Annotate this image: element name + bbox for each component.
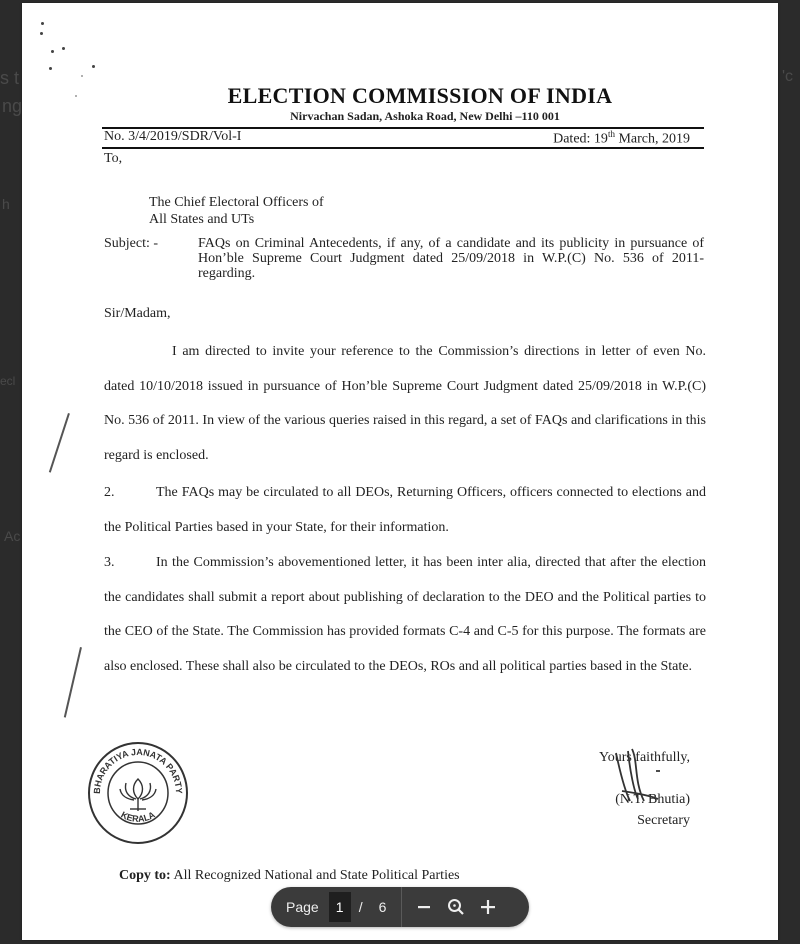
party-seal-stamp: [86, 741, 190, 845]
background-text-fragment: ng: [2, 96, 23, 116]
svg-text:BHARATIYA JANATA PARTY: [92, 747, 184, 794]
scan-speck: [51, 50, 54, 53]
scan-speck: [92, 65, 95, 68]
current-page-input[interactable]: 1: [329, 892, 351, 922]
paragraph-2: 2. The FAQs may be circulated to all DEOs, Returning Officers, officers connected to elections and the Political Parties based in your State, for their information.: [104, 485, 706, 535]
background-text-fragment: 'c: [782, 68, 794, 85]
subject-label: Subject: -: [104, 236, 159, 251]
to-label: To,: [104, 151, 123, 166]
scan-speck: [62, 47, 65, 50]
signoff-text: Yours faithfully,: [598, 750, 690, 765]
magnifier-icon: [447, 898, 465, 916]
header-rule-lower: [102, 147, 704, 149]
zoom-out-button[interactable]: [408, 887, 440, 927]
scan-speck: [40, 32, 43, 35]
copy-to-line: Copy to: All Recognized National and State Political Parties: [119, 868, 460, 883]
handwritten-signature: [608, 741, 668, 811]
addressee-line: All States and UTs: [149, 212, 255, 227]
seal-text-top: BHARATIYA JANATA PARTY: [91, 746, 185, 795]
salutation: Sir/Madam,: [104, 306, 171, 321]
pen-mark: [49, 413, 70, 473]
paragraph-1: I am directed to invite your reference to the Commission’s directions in letter of even No. dated 10/10/2018 issued in pursuance of Hon’ble Supreme Court Judgment dated 25/09/2018 in W.P.(C) No. 536 of 2011. In view of the various queries raised in this regard, a set of FAQs and clarifications in this regard is enclosed.: [104, 344, 706, 463]
pen-mark: [64, 647, 82, 718]
total-pages: 6: [378, 899, 387, 915]
addressee: [149, 194, 324, 228]
subject-block: [104, 236, 704, 281]
signatory-name: (N.T. Bhutia): [615, 792, 690, 807]
page-separator: /: [358, 899, 363, 915]
background-text-fragment: h: [2, 196, 10, 212]
background-text-fragment: ecl: [0, 374, 16, 388]
pdf-page: [22, 3, 778, 940]
toolbar-divider: [401, 887, 402, 927]
subject-text: FAQs on Criminal Antecedents, if any, of a candidate and its publicity in pursuance of Hon’ble Supreme Court Judgment dated 25/09/2018 in W.P.(C) No. 536 of 2011- regarding.: [198, 236, 704, 281]
minus-icon: [417, 900, 431, 914]
signatory-designation: Secretary: [637, 813, 690, 828]
scan-speck: [81, 75, 83, 77]
pdf-viewer-toolbar: [271, 887, 529, 927]
svg-text:KERALA: [119, 809, 157, 824]
scan-speck: [41, 22, 44, 25]
lotus-icon: [120, 779, 156, 811]
plus-icon: [480, 899, 496, 915]
letter-date: Dated: 19th March, 2019: [553, 129, 690, 147]
letterhead-address: Nirvachan Sadan, Ashoka Road, New Delhi –110 001: [290, 109, 560, 123]
zoom-in-button[interactable]: [472, 887, 504, 927]
reference-number: No. 3/4/2019/SDR/Vol-I: [104, 129, 242, 144]
letterhead-title: ELECTION COMMISSION OF INDIA: [227, 83, 613, 108]
addressee-line: The Chief Electoral Officers of: [149, 195, 324, 210]
fit-zoom-button[interactable]: [440, 887, 472, 927]
page-label: Page: [286, 899, 319, 915]
paragraph-3: 3. In the Commission’s abovementioned letter, it has been inter alia, directed that after the election the candidates shall submit a report about publishing of declaration to the DEO and the Political parties to the CEO of the State. The Commission has provided formats C-4 and C-5 for this purpose. The formats are also enclosed. These shall also be circulated to the DEOs, ROs and all political parties based in the State.: [104, 555, 706, 674]
background-text-fragment: s t: [0, 68, 20, 88]
background-text-fragment: Ac: [4, 528, 21, 544]
seal-text-bottom: KERALA: [119, 809, 157, 825]
scan-speck: [49, 67, 52, 70]
